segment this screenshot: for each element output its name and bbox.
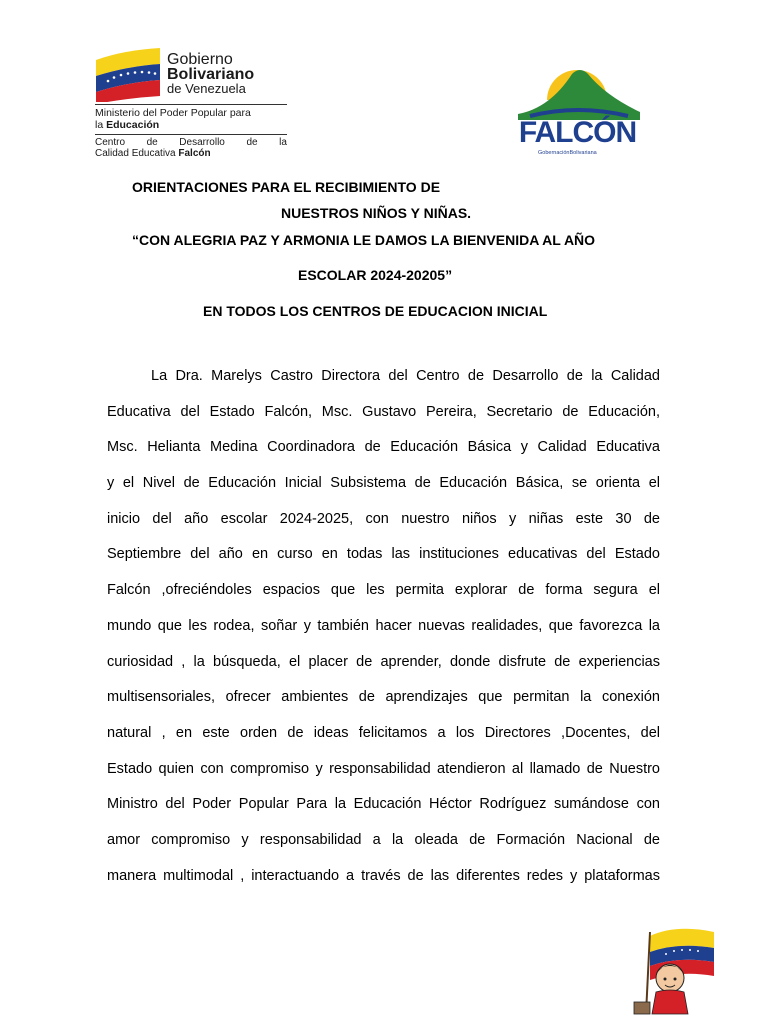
logo-text-de-venezuela: de Venezuela [167, 81, 246, 96]
subtitle-line-3: EN TODOS LOS CENTROS DE EDUCACION INICIAL [203, 303, 548, 319]
falcon-wordmark: FALCÓN [518, 116, 637, 149]
logo-word: Desarrollo [179, 137, 225, 148]
subtitle-line-2: ESCOLAR 2024-20205” [298, 267, 453, 283]
body-line: La Dra. Marelys Castro Directora del Centro de Desarrollo de la Calidad [151, 368, 660, 384]
title-line-2: NUESTROS NIÑOS Y NIÑAS. [281, 205, 472, 221]
logo-text-la: la [95, 119, 107, 131]
logo-text-gobierno: Gobierno [167, 51, 233, 68]
venezuela-flag-icon [94, 46, 162, 102]
logo-text-calidad-prefix: Calidad Educativa [95, 148, 179, 159]
logo-text-bolivariano: Bolivariano [167, 66, 255, 83]
logo-text-ministerio: Ministerio del Poder Popular para [95, 107, 251, 119]
title-line-1: ORIENTACIONES PARA EL RECIBIMIENTO DE [132, 179, 441, 195]
logo-text-educacion [95, 120, 159, 131]
body-line: mundo que les rodea, soñar y también hacer nuevas realidades, que favorezca la [107, 617, 660, 634]
body-line: amor compromiso y responsabilidad a la oleada de Formación Nacional de [107, 831, 660, 848]
logo-divider [95, 104, 287, 105]
body-line: inicio del año escolar 2024-2025, con nuestro niños y niñas este 30 de [107, 510, 660, 527]
logo-text-calidad [95, 149, 211, 159]
logo-word: de [146, 137, 158, 148]
body-line: curiosidad , la búsqueda, el placer de aprender, donde disfrute de experiencias [107, 653, 660, 670]
child-with-flag-icon [626, 918, 726, 1020]
gobernacion-subtitle: GobernaciónBolivariana [538, 150, 597, 156]
body-line: manera multimodal , interactuando a través de las diferentes redes y plataformas [107, 867, 660, 884]
body-line: natural , en este orden de ideas felicitamos a los Directores ,Docentes, del [107, 724, 660, 741]
logo-divider [95, 134, 287, 135]
body-paragraph [107, 359, 660, 894]
body-line: Ministro del Poder Popular Para la Educación Héctor Rodríguez sumándose con [107, 796, 660, 813]
body-line: Falcón ,ofreciéndoles espacios que les permita explorar de forma segura el [107, 582, 660, 599]
subtitle-line-1: “CON ALEGRIA PAZ Y ARMONIA LE DAMOS LA BIENVENIDA AL AÑO [132, 232, 596, 248]
logo-word: Centro [95, 137, 126, 148]
body-line: y el Nivel de Educación Inicial Subsistema de Educación Básica, se orienta el [107, 475, 660, 492]
logo-word: de [246, 137, 258, 148]
body-line: Estado quien con compromiso y responsabilidad atendieron al llamado de Nuestro [107, 760, 660, 777]
logo-text-centro [95, 138, 287, 148]
logo-text-educacion-bold: Educación [106, 119, 160, 131]
body-line: multisensoriales, ofrecer ambientes de aprendizajes que permitan la conexión [107, 689, 660, 706]
body-line: Septiembre del año en curso en todas las instituciones educativas del Estado [107, 546, 660, 563]
body-line: Educativa del Estado Falcón, Msc. Gustavo Pereira, Secretario de Educación, [107, 403, 660, 420]
body-line: Msc. Helianta Medina Coordinadora de Educación Básica y Calidad Educativa [107, 439, 660, 456]
gobierno-bolivariano-logo [92, 42, 292, 162]
falcon-gobernacion-logo [510, 52, 645, 162]
logo-word: la [279, 137, 287, 148]
logo-text-falcon-bold: Falcón [178, 148, 211, 159]
